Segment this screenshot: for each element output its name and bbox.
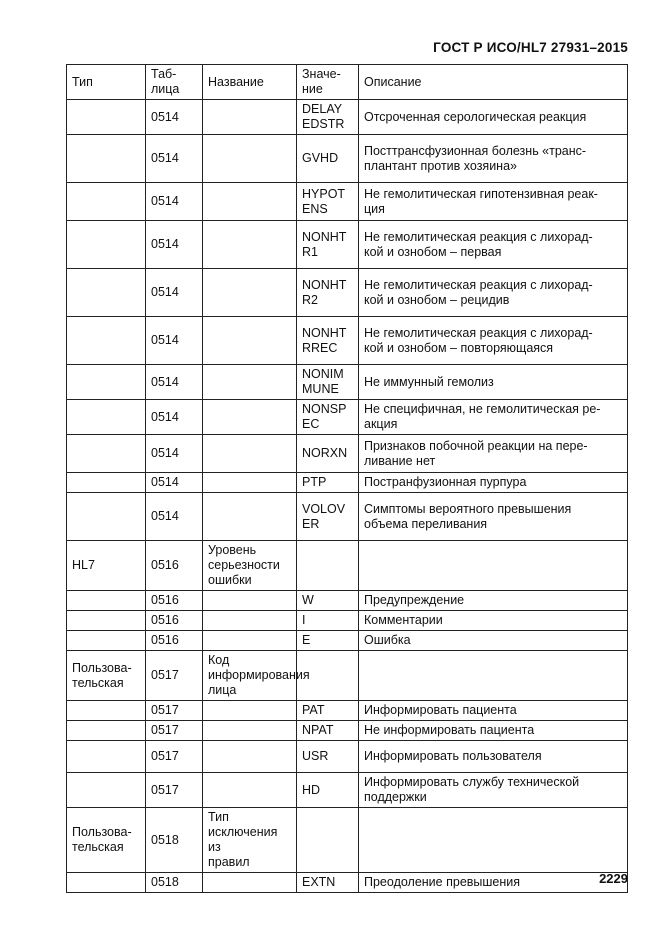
cell-type <box>67 721 146 741</box>
table-row <box>67 435 628 473</box>
cell-name <box>203 611 297 631</box>
cell-table: 0517 <box>146 741 203 773</box>
cell-table: 0514 <box>146 221 203 269</box>
cell-type <box>67 493 146 541</box>
cell-value: VOLOV ER <box>297 493 359 541</box>
cell-type <box>67 183 146 221</box>
table-row <box>67 808 628 873</box>
table-row <box>67 773 628 808</box>
cell-name: Код информирования лица <box>203 651 297 701</box>
cell-table: 0516 <box>146 541 203 591</box>
cell-table: 0518 <box>146 808 203 873</box>
cell-name <box>203 873 297 893</box>
cell-table: 0517 <box>146 721 203 741</box>
cell-value: PAT <box>297 701 359 721</box>
cell-value: NONHT R1 <box>297 221 359 269</box>
column-header-table: Таб- лица <box>146 65 203 100</box>
cell-name <box>203 221 297 269</box>
cell-description: Информировать пациента <box>359 701 628 721</box>
table-row <box>67 269 628 317</box>
cell-value: EXTN <box>297 873 359 893</box>
cell-name <box>203 269 297 317</box>
cell-table: 0517 <box>146 773 203 808</box>
cell-type <box>67 773 146 808</box>
cell-type <box>67 611 146 631</box>
cell-table: 0514 <box>146 183 203 221</box>
cell-name <box>203 135 297 183</box>
cell-description: Информировать службу технической поддержки <box>359 773 628 808</box>
cell-description: Отсроченная серологическая реакция <box>359 100 628 135</box>
column-header-description: Описание <box>359 65 628 100</box>
cell-type: Пользова- тельская <box>67 651 146 701</box>
table-row <box>67 591 628 611</box>
cell-description: Постранфузионная пурпура <box>359 473 628 493</box>
cell-value: GVHD <box>297 135 359 183</box>
cell-name <box>203 701 297 721</box>
table-row <box>67 611 628 631</box>
cell-type: HL7 <box>67 541 146 591</box>
cell-name <box>203 591 297 611</box>
cell-description: Не гемолитическая реакция с лихорад- кой и ознобом – первая <box>359 221 628 269</box>
cell-type <box>67 435 146 473</box>
table-header-row <box>67 65 628 100</box>
cell-table: 0516 <box>146 611 203 631</box>
cell-value: PTP <box>297 473 359 493</box>
table-row <box>67 721 628 741</box>
cell-type <box>67 221 146 269</box>
cell-type <box>67 400 146 435</box>
cell-description: Не гемолитическая реакция с лихорад- кой и ознобом – рецидив <box>359 269 628 317</box>
cell-value: USR <box>297 741 359 773</box>
cell-table: 0514 <box>146 473 203 493</box>
cell-value <box>297 808 359 873</box>
table-row <box>67 365 628 400</box>
cell-table: 0514 <box>146 435 203 473</box>
cell-description: Ошибка <box>359 631 628 651</box>
cell-table: 0518 <box>146 873 203 893</box>
cell-table: 0516 <box>146 591 203 611</box>
cell-name: Тип исключения из правил <box>203 808 297 873</box>
cell-description: Информировать пользователя <box>359 741 628 773</box>
cell-description: Посттрансфузионная болезнь «транс- плантант против хозяина» <box>359 135 628 183</box>
cell-table: 0517 <box>146 701 203 721</box>
cell-name <box>203 435 297 473</box>
cell-type <box>67 701 146 721</box>
cell-table: 0514 <box>146 493 203 541</box>
cell-type <box>67 317 146 365</box>
cell-value: E <box>297 631 359 651</box>
cell-description <box>359 541 628 591</box>
table-row <box>67 100 628 135</box>
cell-description: Предупреждение <box>359 591 628 611</box>
cell-value: HYPOT ENS <box>297 183 359 221</box>
cell-type <box>67 741 146 773</box>
table-row <box>67 873 628 893</box>
cell-name <box>203 631 297 651</box>
table-row <box>67 631 628 651</box>
cell-table: 0514 <box>146 100 203 135</box>
cell-description: Не гемолитическая реакция с лихорад- кой и ознобом – повторяющаяся <box>359 317 628 365</box>
cell-value: HD <box>297 773 359 808</box>
table-row <box>67 400 628 435</box>
cell-type <box>67 269 146 317</box>
table-row <box>67 651 628 701</box>
column-header-type: Тип <box>67 65 146 100</box>
table-row <box>67 221 628 269</box>
cell-name <box>203 317 297 365</box>
cell-value: NONHT R2 <box>297 269 359 317</box>
table-row <box>67 183 628 221</box>
cell-value: NONSP EC <box>297 400 359 435</box>
cell-name <box>203 773 297 808</box>
cell-type <box>67 631 146 651</box>
cell-name: Уровень серьезности ошибки <box>203 541 297 591</box>
cell-value: NPAT <box>297 721 359 741</box>
cell-description: Не информировать пациента <box>359 721 628 741</box>
cell-description: Не гемолитическая гипотензивная реак- ция <box>359 183 628 221</box>
cell-table: 0517 <box>146 651 203 701</box>
cell-type <box>67 873 146 893</box>
cell-name <box>203 365 297 400</box>
cell-value: NONHT RREC <box>297 317 359 365</box>
table-row <box>67 741 628 773</box>
cell-value: W <box>297 591 359 611</box>
cell-description: Не иммунный гемолиз <box>359 365 628 400</box>
cell-description: Симптомы вероятного превышения объема переливания <box>359 493 628 541</box>
cell-type: Пользова- тельская <box>67 808 146 873</box>
table-row <box>67 135 628 183</box>
cell-type <box>67 473 146 493</box>
cell-table: 0514 <box>146 317 203 365</box>
cell-value: I <box>297 611 359 631</box>
column-header-value: Значе- ние <box>297 65 359 100</box>
table-body <box>67 100 628 893</box>
cell-table: 0514 <box>146 400 203 435</box>
code-table <box>66 64 628 893</box>
cell-name <box>203 100 297 135</box>
cell-name <box>203 741 297 773</box>
document-code: ГОСТ Р ИСО/HL7 27931–2015 <box>433 40 628 55</box>
cell-description: Преодоление превышения <box>359 873 628 893</box>
cell-type <box>67 135 146 183</box>
cell-value: NONIM MUNE <box>297 365 359 400</box>
page-number: 2229 <box>599 871 628 886</box>
cell-description <box>359 808 628 873</box>
cell-name <box>203 183 297 221</box>
cell-name <box>203 721 297 741</box>
cell-name <box>203 493 297 541</box>
cell-name <box>203 400 297 435</box>
cell-description: Не специфичная, не гемолитическая ре- акция <box>359 400 628 435</box>
cell-table: 0514 <box>146 365 203 400</box>
table-row <box>67 701 628 721</box>
cell-type <box>67 100 146 135</box>
table-row <box>67 473 628 493</box>
cell-value: NORXN <box>297 435 359 473</box>
cell-table: 0514 <box>146 269 203 317</box>
cell-description: Признаков побочной реакции на пере- ливание нет <box>359 435 628 473</box>
cell-table: 0514 <box>146 135 203 183</box>
cell-name <box>203 473 297 493</box>
cell-table: 0516 <box>146 631 203 651</box>
table-row <box>67 541 628 591</box>
cell-description <box>359 651 628 701</box>
table-row <box>67 317 628 365</box>
table-row <box>67 493 628 541</box>
cell-description: Комментарии <box>359 611 628 631</box>
cell-type <box>67 591 146 611</box>
column-header-name: Название <box>203 65 297 100</box>
cell-type <box>67 365 146 400</box>
cell-value: DELAY EDSTR <box>297 100 359 135</box>
cell-value <box>297 541 359 591</box>
